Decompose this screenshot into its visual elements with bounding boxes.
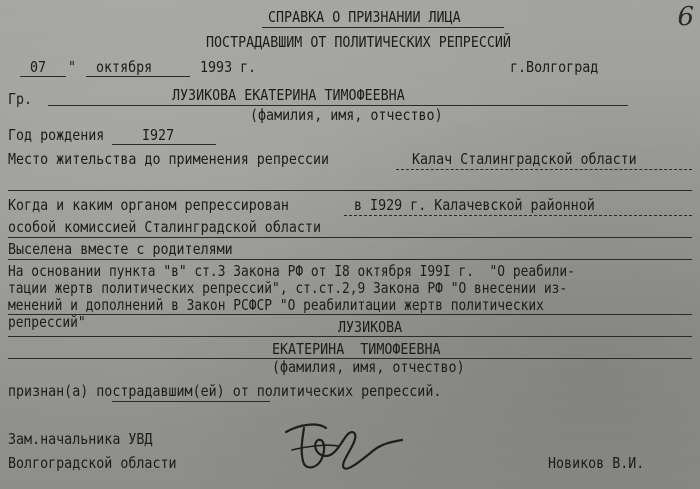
residence-value: Калач Сталинградской области <box>412 150 637 168</box>
signatory-title-line1: Зам.начальника УВД <box>8 430 153 448</box>
repression-value-line3: Выселена вместе с родителями <box>8 240 233 258</box>
basis-line2: тации жертв политических репрессий", ст.ст.2,9 Закона РФ "О внесении из- <box>8 279 568 297</box>
basis-underline <box>8 314 692 315</box>
title-underline <box>262 27 504 28</box>
handwritten-signature <box>278 410 408 480</box>
repression-value-line1: в I929 г. Калачевской районной <box>354 196 595 214</box>
citizen-name-caption: (фамилия, имя, отчество) <box>250 106 443 124</box>
city: г.Волгоград <box>510 58 599 76</box>
statement-underline <box>112 401 270 402</box>
basis-line3: менений и дополнений в Закон РСФСР "О реабилитации жертв политических <box>8 296 544 314</box>
basis-line4: репрессий" <box>8 313 86 331</box>
certificate-title-line1: СПРАВКА О ПРИЗНАНИИ ЛИЦА <box>268 8 461 26</box>
date-month: октября <box>96 58 153 76</box>
rehab-surname-underline <box>8 336 692 337</box>
repression-label: Когда и каким органом репрессирован <box>8 196 289 214</box>
signatory-name: Новиков В.И. <box>548 454 645 472</box>
rehab-surname: ЛУЗИКОВА <box>338 318 403 336</box>
birth-year-label: Год рождения <box>8 126 105 144</box>
certificate-title-line2: ПОСТРАДАВШИМ ОТ ПОЛИТИЧЕСКИХ РЕПРЕССИЙ <box>206 33 511 51</box>
repression-underline-3 <box>8 259 692 260</box>
date-month-underline <box>86 76 190 77</box>
repression-value-line2: особой комиссией Сталинградской области <box>8 218 321 236</box>
date-year: 1993 г. <box>200 58 257 76</box>
rehab-name-caption: (фамилия, имя, отчество) <box>272 358 465 376</box>
residence-underline <box>396 169 692 170</box>
date-day-underline <box>20 76 66 77</box>
rehab-statement: признан(а) пострадавшим(ей) от политических репрессий. <box>8 382 442 400</box>
basis-line1: На основании пункта "в" ст.3 Закона РФ от I8 октября I99I г. "О реабили- <box>8 262 575 280</box>
residence-blank-line <box>8 190 692 191</box>
citizen-prefix: Гр. <box>8 90 33 108</box>
signatory-title-line2: Волгоградской области <box>8 454 177 472</box>
page-number: 6 <box>677 2 694 32</box>
date-quote: " <box>68 58 77 76</box>
citizen-name: ЛУЗИКОВА ЕКАТЕРИНА ТИМОФЕЕВНА <box>172 86 405 104</box>
repression-underline-2 <box>8 237 692 238</box>
date-day: 07 <box>30 58 47 76</box>
birth-year-value: I927 <box>142 126 175 144</box>
residence-label: Место жительства до применения репрессии <box>8 150 330 168</box>
repression-underline-1 <box>344 215 692 216</box>
rehab-name: ЕКАТЕРИНА ТИМОФЕЕВНА <box>272 340 441 358</box>
birth-year-underline <box>112 144 216 145</box>
